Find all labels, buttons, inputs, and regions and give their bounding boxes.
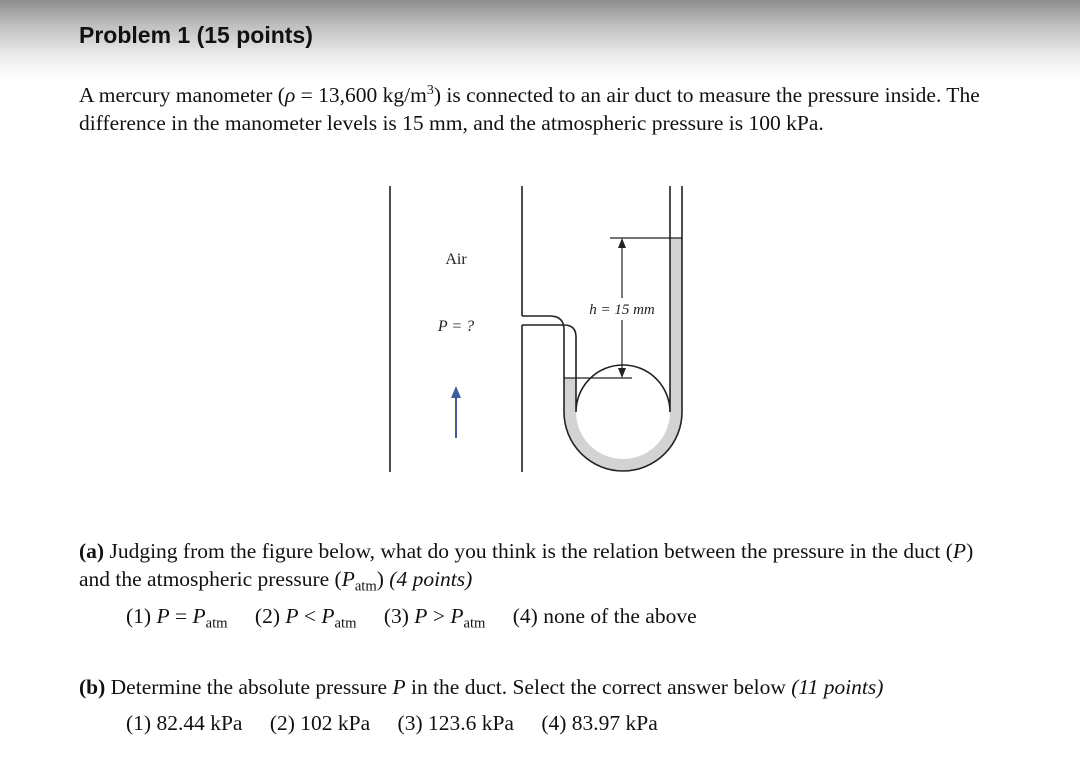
pressure-label: P = ? <box>437 318 475 335</box>
question-b <box>79 673 1009 701</box>
option-a1[interactable]: (1) $P = P_{atm}$ <box>126 604 228 632</box>
height-arrow-down <box>618 368 626 378</box>
height-label: h = 15 mm <box>589 302 655 318</box>
question-b-label: (b) <box>79 675 106 699</box>
flow-arrow-icon <box>451 386 461 398</box>
mercury-column <box>564 238 682 471</box>
option-b3[interactable]: (3) 123.6 kPa <box>397 711 514 735</box>
option-b1[interactable]: (1) 82.44 kPa <box>126 711 243 735</box>
question-b-p: P <box>392 675 406 699</box>
rho-symbol: ρ <box>284 83 296 108</box>
question-b-points: (11 points) <box>791 675 884 699</box>
cubic-exponent: 3 <box>426 83 434 98</box>
intro-text-2: = 13,600 kg/m <box>295 83 427 108</box>
question-a-text-3: ) <box>376 567 390 591</box>
question-a-patm-sub: atm <box>354 578 377 595</box>
option-b2[interactable]: (2) 102 kPa <box>269 711 371 735</box>
question-a-patm: P <box>341 567 355 591</box>
question-a-label: (a) <box>79 539 105 563</box>
air-label: Air <box>445 251 467 268</box>
question-a <box>79 537 1009 600</box>
question-a-text-1: Judging from the figure below, what do you think is the relation between the pressure in the duct ( <box>104 539 953 563</box>
question-a-text-2: ) and the atmospheric pressure ( <box>79 539 974 591</box>
question-a-options <box>126 604 719 632</box>
intro-text-3: ) is connected to an air duct to measure the pressure inside. The difference in the manometer levels is 15 mm, and the atmospheric pressure is 100 kPa. <box>79 83 980 136</box>
option-b4[interactable]: (4) 83.97 kPa <box>541 711 658 735</box>
problem-statement <box>79 77 1009 137</box>
question-a-p: P <box>952 539 967 563</box>
u-tube-outer-wall <box>522 186 682 471</box>
option-a4[interactable]: (4) none of the above <box>512 604 697 628</box>
question-b-text-2: in the duct. Select the correct answer below <box>405 675 792 699</box>
question-b-options <box>126 711 680 736</box>
question-a-points: (4 points) <box>389 567 473 591</box>
option-a2[interactable]: (2) $P < P_{atm}$ <box>254 604 357 632</box>
intro-text-1: A mercury manometer ( <box>79 83 285 108</box>
question-b-text-1: Determine the absolute pressure <box>105 675 393 699</box>
height-arrow-up <box>618 238 626 248</box>
problem-title: Problem 1 (15 points) <box>79 22 313 48</box>
manometer-figure <box>370 180 700 480</box>
option-a3[interactable]: (3) $P > P_{atm}$ <box>383 604 486 632</box>
